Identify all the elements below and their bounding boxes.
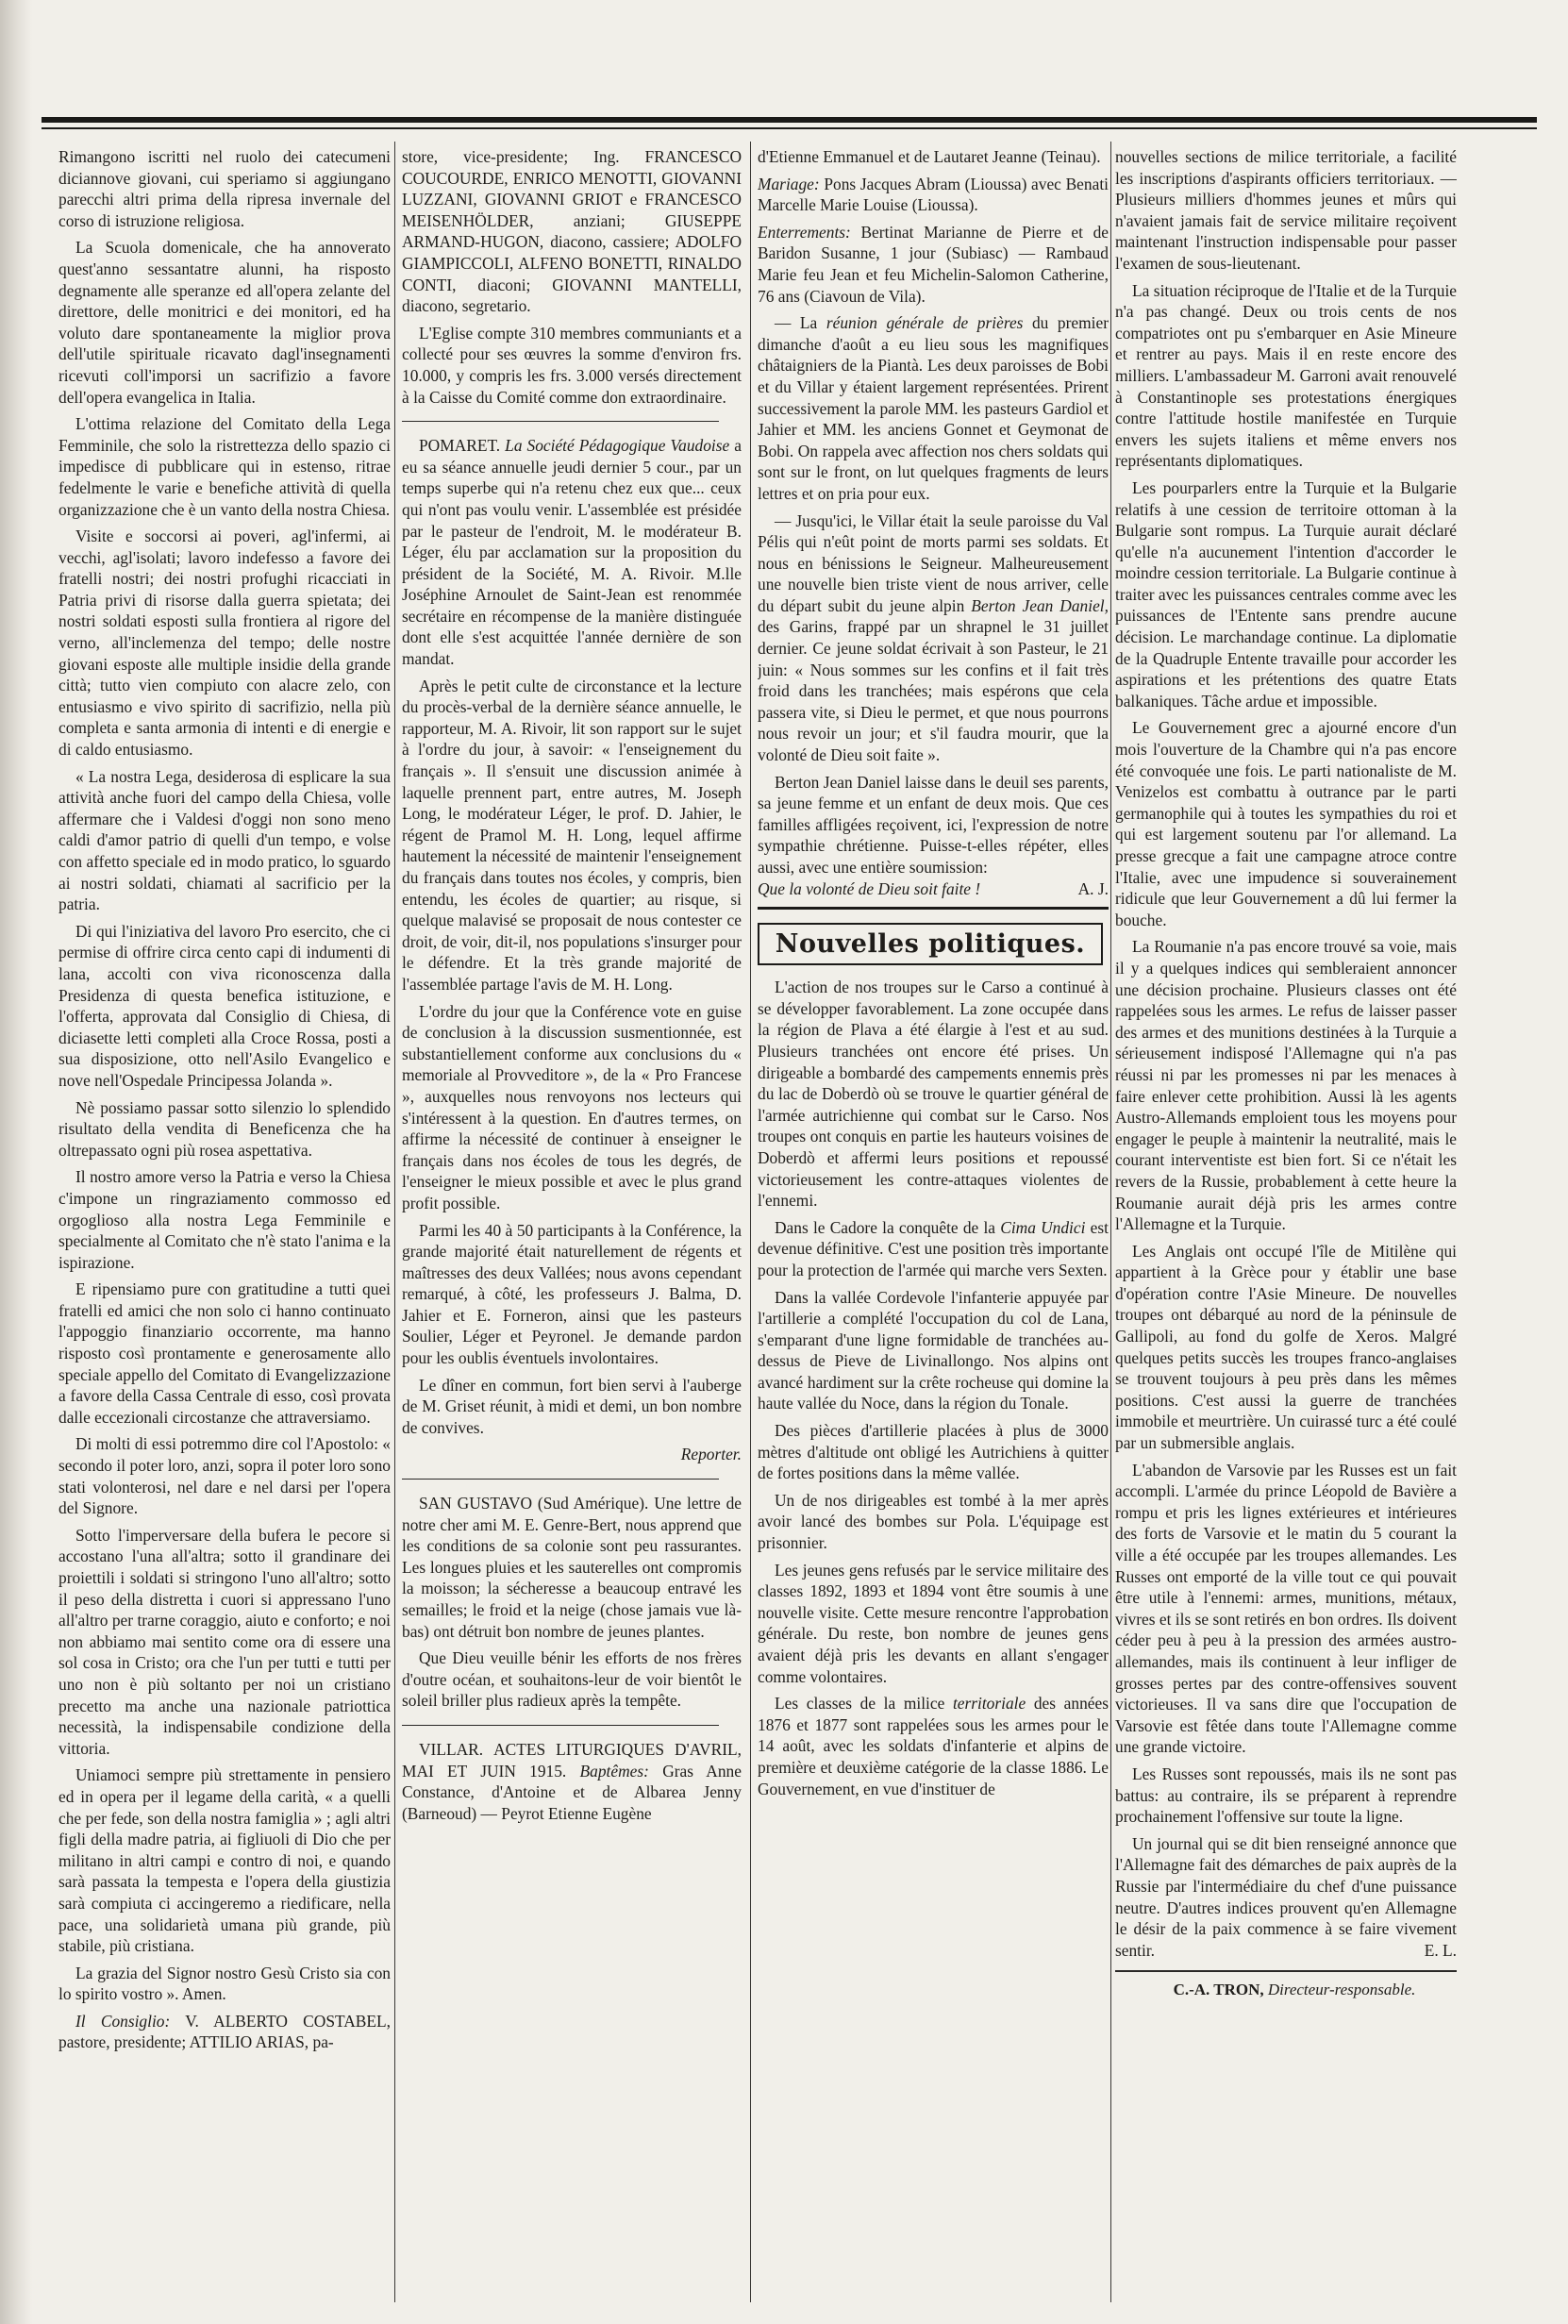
paragraph: La situation réciproque de l'Italie et de la Turquie n'a pas changé. Deux ou trois cents de nos compatriotes ont pu s'embarquer en Asie Mineure et rentrer au pays. Mais il en reste encore des milliers. L'ambassadeur M. Garroni avait renouvelé à Constantinople ses protestations énergiques contre l'attitude hostile manifestée en Turquie envers les sujets italiens et même envers nos représentants diplomatiques. <box>1115 280 1457 471</box>
paragraph-text: Les classes de la milice <box>775 1694 945 1714</box>
footer-rule <box>1115 1970 1457 1972</box>
paragraph-text: des Garins, frappé par un shrapnel le 31 juillet dernier. Ce jeune soldat écrivait à son Pasteur, le 21 juin: « Nous sommes sur les confins et il fait très froid dans les tranchées; mais espérons que cela passera vite, si Dieu le permet, et que nous pourrons nous revoir un jour; et s'il faudra mourir, que la volonté de Dieu soit faite ». <box>758 617 1109 765</box>
paragraph: La Scuola domenicale, che ha annoverato quest'anno sessantatre alunni, ha risposto degnamente alle speranze ed all'opera zelante del direttore, delle monitrici e dei monitori, ed ha voluto dare spontaneamente la miglior prova dell'utile spirituale ricavato dagl'insegnamenti ricevuti coll'imporsi un sacrifizio a favore dell'opera evangelica in Italia. <box>58 238 391 407</box>
paragraph-text: des années 1876 et 1877 sont rappelées sous les armes pour le 14 août, avec les soldats d'infanterie et alpins de première et deuxième catégorie de la classe 1886. Le Gouvernement, en vue d'instituer de <box>758 1694 1109 1798</box>
author-initials: E. L. <box>1424 1940 1457 1960</box>
section-rule <box>402 1725 719 1726</box>
section-heading-nouvelles-politiques: Nouvelles politiques. <box>758 923 1103 965</box>
emphasis: réunion générale de prières <box>826 313 1024 333</box>
paragraph-text: Pons Jacques Abram (Lioussa) avec Benati Marcelle Marie Louise (Lioussa). <box>758 174 1109 215</box>
paragraph: Après le petit culte de circonstance et la lecture du procès-verbal de la dernière séance annuelle, le rapporteur, M. A. Rivoir, lit son rapport sur le sujet à l'ordre du jour, à savoir: « l'enseignement du français ». Il s'ensuit une discussion animée à laquelle prennent part, entre autres, M. Joseph Long, le modérateur Léger, le prof. D. Jahier, le régent de Pramol M. H. Long, lequel affirme hautement la nécessité de maintenir l'enseignement du français dans toutes nos écoles, y compris, bien entendu, les écoles de quartier; au risque, si quelque malavisé se proposait de nous contester ce droit, de voir, dit-il, nos populations s'insurger pour le défendre. Et la très grande majorité de l'assemblée partage l'avis de M. H. Long. <box>402 676 742 994</box>
paragraph: Le dîner en commun, fort bien servi à l'auberge de M. Griset réunit, à midi et demi, un bon nombre de convives. <box>402 1375 742 1437</box>
paragraph: La grazia del Signor nostro Gesù Cristo sia con lo spirito vostro ». Amen. <box>58 1963 391 2004</box>
paragraph-text: est devenue définitive. C'est une position très importante pour la protection de l'armée qui marche vers Sexten. <box>758 1217 1109 1279</box>
paragraph: L'abandon de Varsovie par les Russes est un fait accompli. L'armée du prince Léopold de Bavière a rompu et pris les lignes extérieures et intérieures des forts de Varsovie et le matin du 5 courant la ville a été occupée par les troupes allemandes. Les Russes ont emporté de la ville tout ce qui pouvait être utile à l'ennemi: armes, munitions, métaux, vivres et ils se sont retirés en bon ordres. Ils doivent céder peu à peu à la pression des armées austro-allemandes, mais ils continuent à leur infliger de grosses pertes par des contre-offensives souvent victorieuses. Il va sans dire que l'occupation de Varsovie est fêtée dans toute l'Allemagne comme une grande victoire. <box>1115 1460 1457 1757</box>
paragraph-text: Berton Jean Daniel laisse dans le deuil ses parents, sa jeune femme et un enfant de deux mois. Que ces familles affligées reçoivent, ici, l'expression de notre sympathie chrétienne. Puisse-t-elles répéter, elles aussi, avec une entière soumission: <box>758 772 1109 877</box>
emphasis: territoriale <box>952 1694 1026 1714</box>
credit-text: Reporter. <box>680 1445 742 1464</box>
column-1 <box>58 146 391 2312</box>
paragraph-text: — La <box>775 313 818 333</box>
author-initials: A. J. <box>1077 878 1109 898</box>
signature-label: Il Consiglio: <box>75 2011 171 2031</box>
paragraph: Parmi les 40 à 50 participants à la Conférence, la grande majorité était naturellement de régents et maîtresses des deux Vallées; nous avons cependant remarqué, à côté, les professeurs J. Balma, D. Jahier et E. Forneron, ainsi que les pasteurs Soulier, Léger et Peyronel. Je demande pardon pour les oublis éventuels involontaires. <box>402 1220 742 1368</box>
paragraph: L'Eglise compte 310 membres communiants et a collecté pour ses œuvres la somme d'environ frs. 10.000, y compris les frs. 3.000 versés directement à la Caisse du Comité comme don extraordinaire. <box>402 323 742 407</box>
paragraph: Il nostro amore verso la Patria e verso la Chiesa c'impone un ringraziamento commosso ed orgoglioso alla nostra Lega Femminile e specialmente al Comitato che n'è stato l'anima e la ispirazione. <box>58 1167 391 1272</box>
paragraph <box>758 1217 1109 1281</box>
paragraph <box>758 312 1109 504</box>
signature-block <box>58 2011 391 2053</box>
column-2 <box>402 146 742 2312</box>
paragraph: L'ottima relazione del Comitato della Lega Femminile, che solo la ristrettezza dello spazio ci impedisce di pubblicare qui in estenso, ritrae fedelmente le varie e benefiche attività di quella organizzazione che è un vanto della nostra Chiesa. <box>58 414 391 519</box>
paragraph: Visite e soccorsi ai poveri, agl'infermi, ai vecchi, agl'isolati; lavoro indefesso a favore dei fratelli nostri; dei nostri profughi ricacciati in Patria privi di risorse dalla guerra spietata; dei nostri soldati esposti sulla frontiera al rigore del verno, all'inclemenza del tempo; delle nostre giovani esposte alle multiple insidie della grande città; tutto vien compiuto con alacre zelo, con entusiasmo e vivo spirito di sacrifizio, nella più completa e santa armonia di intenti e di energie e di caldo entusiasmo. <box>58 527 391 760</box>
paragraph: Les jeunes gens refusés par le service militaire des classes 1892, 1893 et 1894 vont être soumis à une nouvelle visite. Cette mesure rencontre l'approbation générale. Du reste, bon nombre de jeunes gens avaient déjà pris les devants en allant s'engager comme volontaires. <box>758 1560 1109 1686</box>
section-rule <box>402 421 719 422</box>
quote: Que la volonté de Dieu soit faite ! <box>758 878 981 898</box>
paragraph: Un de nos dirigeables est tombé à la mer après avoir lancé des bombes sur Pola. L'équipage est prisonnier. <box>758 1490 1109 1553</box>
column-4 <box>1115 146 1457 2312</box>
emphasis: Berton Jean Daniel, <box>971 595 1109 615</box>
column-separator <box>394 142 395 2302</box>
paragraph <box>758 510 1109 766</box>
paragraph: nouvelles sections de milice territoriale, a facilité les inscriptions d'aspirants officiers territoriaux. — Plusieurs milliers d'hommes jeunes et mûrs qui n'avaient jamais fait de service militaire reçoivent maintenant l'instruction indispensable pour passer l'examen de sous-lieutenant. <box>1115 147 1457 273</box>
label: Baptêmes: <box>579 1761 649 1781</box>
director-signature <box>1115 1980 1457 2001</box>
news-item-pomaret <box>402 435 742 670</box>
signature-text: V. ALBERTO COSTABEL, pastore, presidente; ATTILIO ARIAS, pa- <box>58 2011 391 2052</box>
paragraph: Les Anglais ont occupé l'île de Mitilène qui appartient à la Grèce pour y établir une base d'opération contre l'Asie Mineure. De nouvelles troupes ont débarqué au nord de la péninsule de Gallipoli, au fond du golfe de Xeros. Malgré quelques petits succès les troupes franco-anglaises se trouvent toujours à peu près dans les mêmes positions. C'est aussi la guerre de tranchées immobile et meurtrière. Un cuirassé turc a été coulé par un submersible anglais. <box>1115 1241 1457 1453</box>
column-separator <box>750 142 751 2302</box>
paragraph: Les Russes sont repoussés, mais ils ne sont pas battus: au contraire, ils se préparent à reprendre prochainement l'offensive sur toute la ligne. <box>1115 1764 1457 1827</box>
paragraph-text: — Jusqu'ici, le Villar était la seule paroisse du Val Pélis qui n'eût point de morts parmi ses soldats. Et nous en bénissions le Seigneur. Malheureusement une nouvelle bien triste vient de nous arriver, celle du départ subit du jeune alpin <box>758 510 1109 615</box>
label: Enterrements: <box>758 222 851 242</box>
section-divider <box>758 907 1109 911</box>
top-rule-thin <box>42 127 1537 129</box>
news-item-san-gustavo <box>402 1493 742 1642</box>
place-name: POMARET. <box>419 436 501 456</box>
paragraph: Di qui l'iniziativa del lavoro Pro esercito, che ci permise di offrire circa cento capi di indumenti di lana, accolti con viva riconoscenza dalla Presidenza di questa benefica istituzione, e l'offerta, approvata dal Consiglio di Chiesa, di diciasette letti completi alla Croce Rossa, posti a sua disposizione, otto nell'Asilo Evangelico e nove nell'Ospedale Principessa Jolanda ». <box>58 921 391 1090</box>
paragraph: E ripensiamo pure con gratitudine a tutti quei fratelli ed amici che non solo ci hanno continuato l'appoggio finanziario occorrente, ma hanno risposto così prontamente e generosamente allo speciale appello del Comitato di Evangelizzazione a favore della Cassa Centrale di esso, così provata dalle eccezionali circostanze che attraversiamo. <box>58 1279 391 1427</box>
director-name: C.-A. TRON, <box>1173 1981 1264 1999</box>
paragraph <box>758 772 1109 900</box>
paragraph: Nè possiamo passar sotto silenzio lo splendido risultato della vendita di Beneficenza che ha oltrepassato ogni più rosea aspettativa. <box>58 1097 391 1160</box>
paragraph: Le Gouvernement grec a ajourné encore d'un mois l'ouverture de la Chambre qui n'a pas encore été convoquée une fois. Le parti nationaliste de M. Venizelos est combattu à outrance par le parti germanophile qui à toutes les sympathies du roi et qui est largement soutenu par l'or allemand. La presse grecque a fait une campagne atroce contre l'Italie, avec une impudence si souverainement ridicule que leur Gouvernement a dû lui fermer la bouche. <box>1115 718 1457 929</box>
paragraph <box>758 174 1109 216</box>
scan-edge-shadow <box>0 0 32 2324</box>
paragraph: store, vice-presidente; Ing. FRANCESCO COUCOURDE, ENRICO MENOTTI, GIOVANNI LUZZANI, GIOVANNI GRIOT e FRANCESCO MEISENHÖLDER, anziani; GIUSEPPE ARMAND-HUGON, diacono, cassiere; ADOLFO GIAMPICCOLI, ALFENO BONETTI, RINALDO CONTI, diaconi; GIOVANNI MANTELLI, diacono, segretario. <box>402 147 742 316</box>
paragraph <box>758 1693 1109 1799</box>
paragraph-text: du premier dimanche d'août a eu lieu sous les magnifiques châtaigniers de la Piantà. Les deux paroisses de Bobi et du Villar y étaient largement représentées. Prirent successivement la parole MM. les pasteurs Gardiol et Jahier et MM. les anciens Gonnet et Geymonat de Bobi. On rappela avec affection nos chers soldats qui sont sur le front, on lut quelques fragments de leurs lettres et on pria pour eux. <box>758 313 1109 503</box>
director-title: Directeur-responsable. <box>1267 1981 1416 1999</box>
column-3 <box>758 146 1109 2312</box>
paragraph: Des pièces d'artillerie placées à plus de 3000 mètres d'altitude ont obligé les Autrichiens à quitter de fortes positions dans la même vallée. <box>758 1421 1109 1483</box>
place-name: VILLAR. <box>419 1739 484 1759</box>
paragraph: La Roumanie n'a pas encore trouvé sa voie, mais il y a quelques indices qui sembleraient annoncer une décision prochaine. Plusieurs classes ont été rappelées sous les armes. Le refus de laisser passer des armes et des munitions destinées à la Turquie a sérieusement indisposé l'Allemagne qui n'a pas réussi ni par les promesses ni par les menaces à faire enlever cette prohibition. Aussi là les agents Austro-Allemands emploient tous les moyens pour engager le peuple à maintenir la neutralité, mais le courant interventiste est bien fort. Si ce n'était les revers de la Russie, probablement à cette heure la Roumanie aurait déjà pris les armes contre l'Allemagne et la Turquie. <box>1115 937 1457 1234</box>
paragraph <box>1115 1833 1457 1962</box>
place-name: SAN GUSTAVO (Sud Amérique). <box>419 1494 649 1513</box>
paragraph: Que Dieu veuille bénir les efforts de nos frères d'outre océan, et souhaitons-leur de voir bientôt le soleil briller plus radieux après la tempête. <box>402 1648 742 1711</box>
paragraph: Di molti di essi potremmo dire col l'Apostolo: « secondo il poter loro, anzi, sopra il poter loro sono stati volonterosi, nel dare e nel darsi per l'opera del Signore. <box>58 1434 391 1518</box>
paragraph <box>758 222 1109 307</box>
paragraph: d'Etienne Emmanuel et de Lautaret Jeanne (Teinau). <box>758 147 1101 166</box>
section-heading: ACTES LITURGIQUES D'AVRIL, MAI ET JUIN 1915. <box>402 1739 742 1781</box>
section-rule <box>402 1479 719 1480</box>
paragraph-text: Gras Anne Constance, d'Antoine et de Albarea Jenny (Barneoud) — Peyrot Etienne Eugène <box>402 1761 742 1823</box>
label: Mariage: <box>758 174 820 193</box>
news-item-villar <box>402 1739 742 1824</box>
paragraph: « La nostra Lega, desiderosa di esplicare la sua attività anche fuori del campo della Chiesa, volle affermare che i Valdesi d'oggi non sono meno caldi d'amor patrio di quelli d'un tempo, e volse con affetto speciale ed in modo pratico, lo sguardo ai nostri soldati, chiamati al sacrificio per la patria. <box>58 766 391 914</box>
paragraph-text: Une lettre de notre cher ami M. E. Genre-Bert, nous apprend que les conditions de sa colonie sont peu rassurantes. Les longues pluies et les sauterelles ont compromis la moisson; la sécheresse a beaucoup entravé les semailles; le froid et la neige (chose jamais vue là-bas) ont détruit bon nombre de jeunes plantes. <box>402 1494 742 1641</box>
paragraph-text: a eu sa séance annuelle jeudi dernier 5 cour., par un temps superbe qui n'a retenu chez eux que... ceux qui n'ont pas voulu venir. L'assemblée est présidée par le pasteur de l'endroit, M. le modérateur B. Léger, élu par acclamation sur la proposition du président de la Société, M. A. Rivoir. M.lle Joséphine Arnoulet de Saint-Jean est renommée secrétaire en récompense de la manière distinguée dont elle s'est acquittée l'année dernière de son mandat. <box>402 436 742 669</box>
paragraph: L'ordre du jour que la Conférence vote en guise de conclusion à la discussion susmentionnée, est substantiellement conforme aux conclusions du « memoriale al Provveditore », de la « Pro Francese », auxquelles nous renvoyons nos lecteurs qui s'intéressent à la question. En d'autres termes, on affirme la nécessité de continuer à enseigner le français dans nos écoles de tous les degrés, de l'enseigner le mieux possible et avec le plus grand profit possible. <box>402 1001 742 1212</box>
paragraph-text: Dans le Cadore la conquête de la <box>775 1217 996 1237</box>
paragraph: Uniamoci sempre più strettamente in pensiero ed in opera per il legame della carità, « a quelli che per fede, son della nostra famiglia » ; agli altri figli della madre patria, ai figliuoli di Dio che per militano in altri campi e contro di noi, e quando sarà passata la tempesta e l'opera della giustizia sarà compiuta ci accingeremo a riedificare, nella pace, una solidarietà umana più grande, più stabile, più cristiana. <box>58 1765 391 1956</box>
emphasis: Cima Undici <box>1000 1217 1086 1237</box>
society-name: La Société Pédagogique Vaudoise <box>505 436 730 456</box>
column-separator <box>1110 142 1111 2302</box>
paragraph-text: Un journal qui se dit bien renseigné annonce que l'Allemagne fait des démarches de paix auprès de la Russie par l'intermédiaire du chef d'une puissance neutre. D'autres indices prouvent qu'en Allemagne le désir de la paix commence à se faire vivement sentir. <box>1115 1833 1457 1960</box>
article-credit <box>402 1444 742 1465</box>
top-rule <box>42 117 1537 123</box>
paragraph: Dans la vallée Cordevole l'infanterie appuyée par l'artillerie a complété l'occupation du col de Lana, s'emparant d'une ligne formidable de tranchées au-dessus de Pieve de Livinallongo. Nos alpins ont avancé hardiment sur la crête rocheuse qui domine la haute vallée du Noce, dans la région du Tonale. <box>758 1287 1109 1413</box>
paragraph: L'action de nos troupes sur le Carso a continué à se développer favorablement. La zone occupée dans la région de Plava a été élargie à l'est et au sud. Plusieurs tranchées ont encore été prises. Un dirigeable a bombardé des campements ennemis près du lac de Doberdò où se trouve le quartier général de l'armée autrichienne qui combat sur le Carso. Nos troupes ont conquis en partie les hauteurs voisines de Doberdò et affermi leurs positions et repoussé victorieusement les contre-attaques violentes de l'ennemi. <box>758 978 1109 1211</box>
paragraph: Sotto l'imperversare della bufera le pecore si accostano l'una all'altra; sotto il grandinare dei proiettili i soldati si stringono l'uno all'altro; sotto il peso della distretta i cuori si appressano l'uno all'altro per trarne coraggio, aiuto e conforto; e noi non abbiamo mai sentito come ora di essere una sol cosa in Cristo; ora che l'un per tutti e tutti per uno non è più soltanto per noi un cristiano precetto ma anche una nazionale patriottica necessità, la indispensabile condizione della vittoria. <box>58 1525 391 1758</box>
paragraph-text: Bertinat Marianne de Pierre et de Baridon Susanne, 1 jour (Subiasc) — Rambaud Marie feu Jean et feu Michelin-Salomon Catherine, 76 ans (Ciavoun de Vila). <box>758 222 1109 306</box>
paragraph: Rimangono iscritti nel ruolo dei catecumeni diciannove giovani, cui speriamo si aggiungano parecchi altri prima della ripresa invernale del corso di istruzione religiosa. <box>58 147 391 230</box>
paragraph: Les pourparlers entre la Turquie et la Bulgarie relatifs à une cession de territoire ottoman à la Bulgarie sont rompus. La Turquie aurait déclaré qu'elle n'a aucunement l'intention d'accorder le moindre cession territoriale. La Bulgarie continue à traiter avec les puissances centrales comme avec les puissances de l'Entente sans prendre aucune décision. Le marchandage continue. La diplomatie de la Quadruple Entente travaille pour accorder les aspirations et les prétentions des quatre Etats balkaniques. Tâche ardue et impossible. <box>1115 477 1457 711</box>
